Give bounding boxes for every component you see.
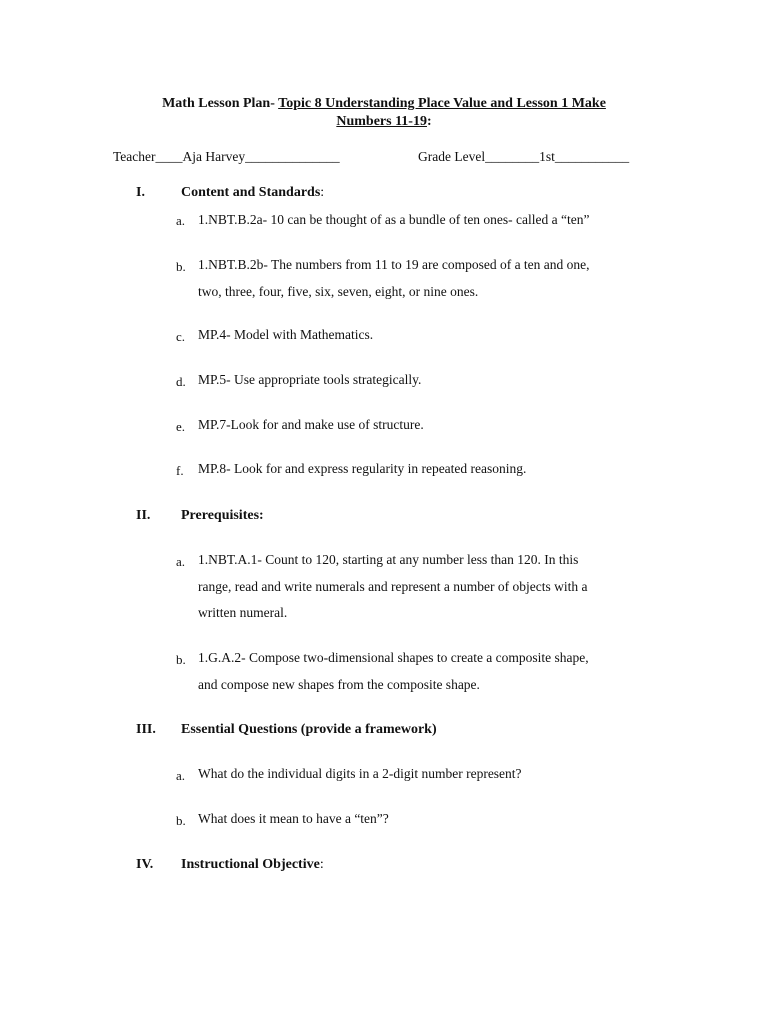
title-numbers: Numbers 11-19 <box>336 114 427 129</box>
standard-item: 1.NBT.B.2a- 10 can be thought of as a bundle of ten ones- called a “ten” <box>198 212 590 227</box>
title-line-1 <box>0 95 768 113</box>
grade-level-field: Grade Level________1st___________ <box>418 149 630 164</box>
teacher-field: Teacher____Aja Harvey______________ <box>113 149 340 164</box>
item-letter: f. <box>176 463 184 478</box>
item-letter: d. <box>176 374 186 389</box>
section-number: I. <box>136 185 145 200</box>
page-title <box>0 95 768 131</box>
question-item: What do the individual digits in a 2-digit number represent? <box>198 766 522 781</box>
title-suffix: : <box>426 114 432 129</box>
title-line-2 <box>0 113 768 131</box>
section-number: III. <box>136 722 156 737</box>
prerequisite-item: 1.G.A.2- Compose two-dimensional shapes to create a composite shape, and compose new shapes from the composite shape. <box>198 650 589 692</box>
prerequisite-item: 1.NBT.A.1- Count to 120, starting at any number less than 120. In this range, read and write numerals and represent a number of objects with a written numeral. <box>198 552 588 620</box>
standard-item: MP.8- Look for and express regularity in repeated reasoning. <box>198 461 527 476</box>
item-letter: a. <box>176 768 186 783</box>
section-title-prerequisites: Prerequisites: <box>181 508 264 523</box>
question-item: What does it mean to have a “ten”? <box>198 811 389 826</box>
item-letter: b. <box>176 259 186 274</box>
standard-item: 1.NBT.B.2b- The numbers from 11 to 19 are composed of a ten and one, two, three, four, five, six, seven, eight, or nine ones. <box>198 257 590 299</box>
item-letter: a. <box>176 554 186 569</box>
section-title-instructional-objective: Instructional Objective: <box>181 857 324 872</box>
item-letter: a. <box>176 213 186 228</box>
section-title-essential-questions: Essential Questions (provide a framework) <box>181 722 437 737</box>
standard-item: MP.4- Model with Mathematics. <box>198 327 374 342</box>
section-number: II. <box>136 508 151 523</box>
item-letter: b. <box>176 652 186 667</box>
item-letter: e. <box>176 419 186 434</box>
item-letter: c. <box>176 329 186 344</box>
title-prefix: Math Lesson Plan- <box>162 96 279 111</box>
item-letter: b. <box>176 813 186 828</box>
section-title-content-standards: Content and Standards: <box>181 185 325 200</box>
section-number: IV. <box>136 857 154 872</box>
title-topic: Topic 8 Understanding Place Value and Lesson 1 Make <box>278 96 606 111</box>
standard-item: MP.5- Use appropriate tools strategically. <box>198 372 422 387</box>
standard-item: MP.7-Look for and make use of structure. <box>198 417 424 432</box>
